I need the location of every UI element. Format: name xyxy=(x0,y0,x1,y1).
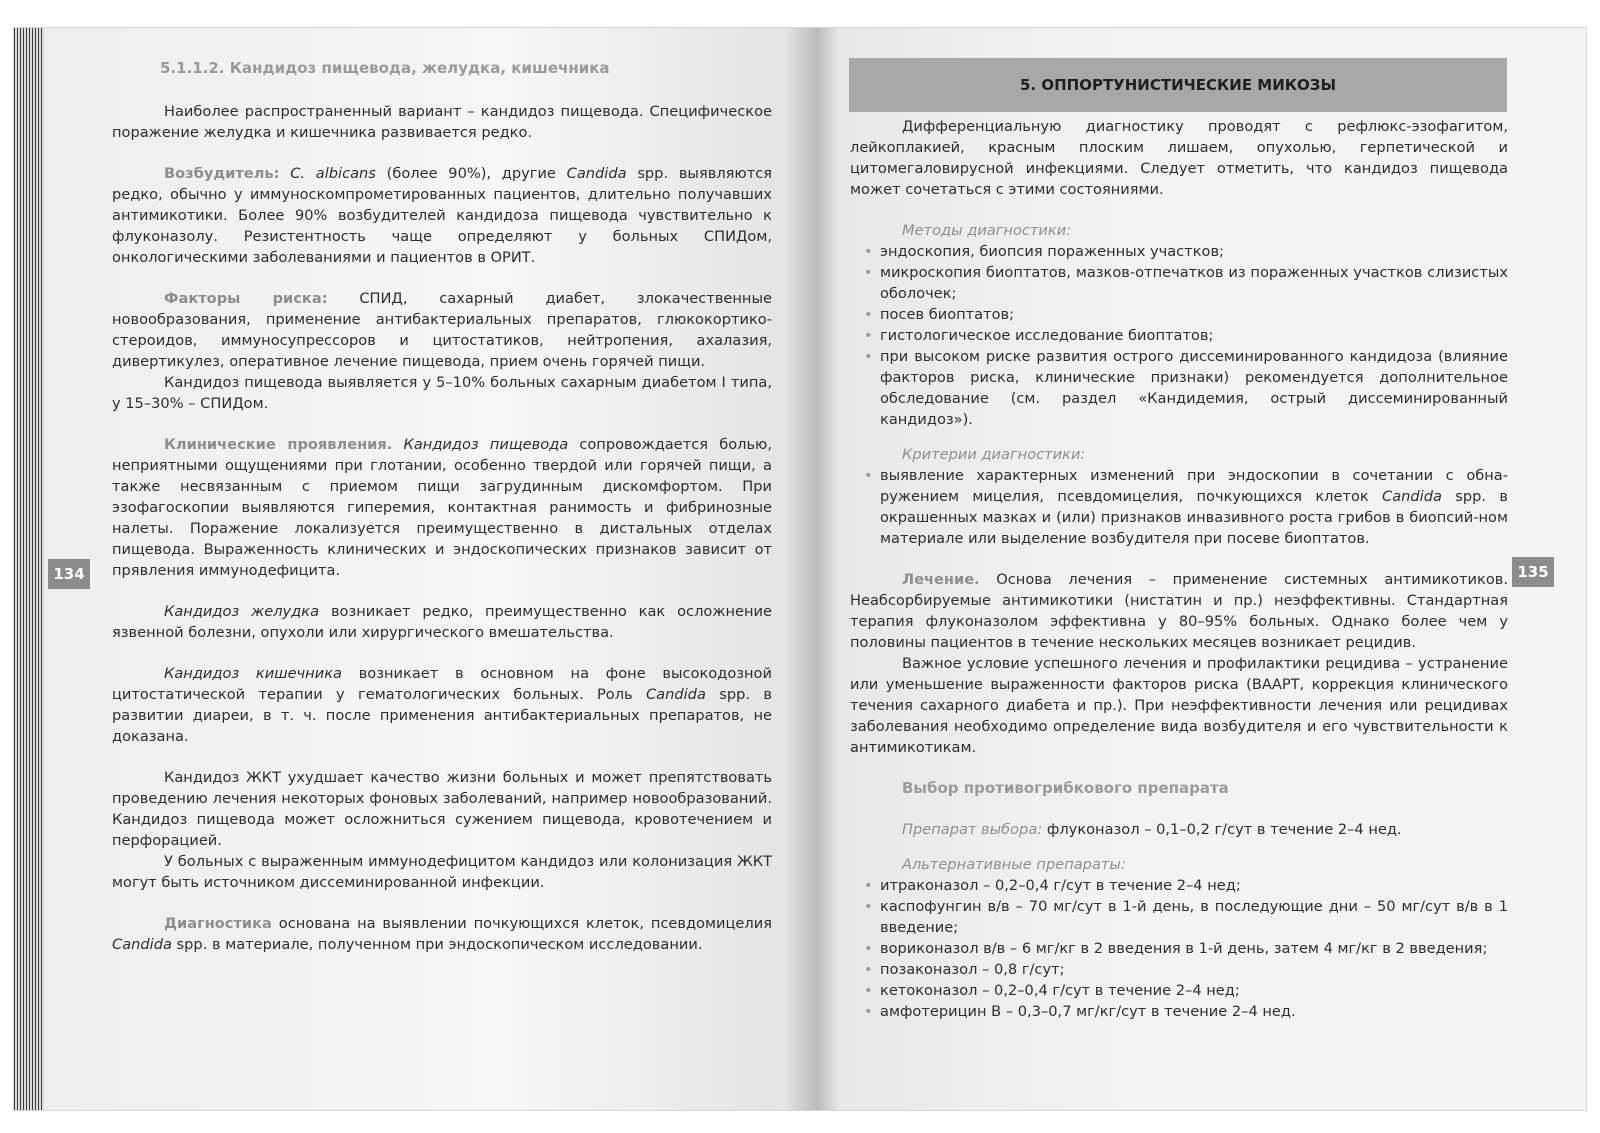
immunodeficit-paragraph: У больных с выраженным иммунодефицитом кандидоз или колонизация ЖКТ могут быть источником диссеминированной инфекции. xyxy=(112,853,772,891)
list-item: • кетоконазол – 0,2–0,4 г/сут в течение 2–4 нед; xyxy=(880,980,1508,1001)
pathogen-species: C. albicans xyxy=(290,165,376,182)
diagnosis-text1: основана на выявлении почкующихся клеток, псевдомицелия xyxy=(271,915,772,932)
list-item: • посев биоптатов; xyxy=(880,304,1508,325)
list-item: • микроскопия биоптатов, мазков-отпечатков из пораженных участков слизистых оболочек; xyxy=(880,262,1508,304)
right-column xyxy=(850,116,1508,1022)
diagnosis-paragraph xyxy=(112,913,772,955)
gi-quality-paragraph: Кандидоз ЖКТ ухудшает качество жизни больных и может препятствовать проведению лечения некоторых фоновых заболеваний, например новообразований. Кандидоз пищевода может осложниться сужением пищевода, кровотечением и перфорацией. xyxy=(112,769,772,849)
chapter-title: 5. ОППОРТУНИСТИЧЕСКИЕ МИКОЗЫ xyxy=(849,58,1507,112)
preferred-drug-text: флуконазол – 0,1–0,2 г/сут в течение 2–4 нед. xyxy=(1042,821,1402,838)
alternatives-list xyxy=(880,875,1508,1022)
stomach-text: возникает редко, преимущественно как осложнение язвенной болезни, опухоли или хирургического вмешательства. xyxy=(112,603,773,641)
page-edges xyxy=(14,28,44,1110)
treatment-text: Основа лечения – применение системных антимикотиков. Неабсорбируемые антимикотики (нистатин и пр.) неэффективны. Стандартная терапия флуконазолом эффективна у 80–95% больных. Однако более чем у половины пациентов в течение нескольких месяцев возникает рецидив. xyxy=(850,571,1508,651)
intestine-italic: Кандидоз кишечника xyxy=(164,665,342,682)
risk-factors-paragraph xyxy=(112,288,772,372)
stomach-italic: Кандидоз желудка xyxy=(164,603,320,620)
list-item: • амфотерицин В – 0,3–0,7 мг/кг/сут в течение 2–4 нед. xyxy=(880,1001,1508,1022)
list-item: • выявление характерных изменений при эндоскопии в сочетании с обна-ружением мицелия, псевдомицелия, почкующихся клеток Candida spp. в окрашенных мазках и (или) признаков инвазивного роста грибов в биопсий-ном материале или выделение возбудителя при посеве биоптатов. xyxy=(880,465,1508,549)
pathogen-paragraph xyxy=(112,163,772,268)
page-number-right: 135 xyxy=(1512,557,1554,587)
list-item: • позаконазол – 0,8 г/сут; xyxy=(880,959,1508,980)
list-item: • гистологическое исследование биоптатов; xyxy=(880,325,1508,346)
pathogen-text1: (более 90%), другие xyxy=(375,165,567,182)
list-item: • итраконазол – 0,2–0,4 г/сут в течение 2–4 нед; xyxy=(880,875,1508,896)
preferred-drug-paragraph xyxy=(850,819,1508,840)
clinical-label: Клинические проявления. xyxy=(164,436,393,453)
intestine-genus: Candida xyxy=(645,686,706,703)
diagnosis-genus: Candida xyxy=(112,936,172,953)
list-item: • эндоскопия, биопсия пораженных участков; xyxy=(880,241,1508,262)
list-item: • каспофунгин в/в – 70 мг/сут в 1-й день, в последующие дни – 50 мг/сут в/в в 1 введение; xyxy=(880,896,1508,938)
section-title: 5.1.1.2. Кандидоз пищевода, желудка, кишечника xyxy=(160,59,610,77)
pathogen-genus: Candida xyxy=(566,165,627,182)
diagnosis-text2: spp. в материале, полученном при эндоскопическом исследовании. xyxy=(171,936,703,953)
treatment-label: Лечение. xyxy=(902,571,980,588)
methods-list xyxy=(880,241,1508,430)
criteria-label: Критерии диагностики: xyxy=(902,446,1086,463)
risk-factors-text: СПИД, сахарный диабет, злокачественные новообразования, применение антибактериальных препаратов, глюкокортико-стероидов, иммуносупрессоров и цитостатиков, нейтропения, ахалазия, дивертикулез, оперативное лечение пищевода, прием очень горячей пищи. xyxy=(112,290,772,370)
intestine-text1: возникает в основном на фоне высокодозной цитостатической терапии у гематологических больных. Роль xyxy=(112,665,772,703)
drug-choice-title: Выбор противогрибкового препарата xyxy=(902,779,1229,797)
intro-paragraph: Наиболее распространенный вариант – кандидоз пищевода. Специфическое поражение желудка и кишечника развивается редко. xyxy=(112,103,772,141)
clinical-text: сопровождается болью, неприятными ощущениями при глотании, особенно твердой или горячей пищи, а также несвязанным с приемом пищи загрудинным дискомфортом. При эзофагоскопии выявляются гиперемия, контактная ранимость и фибринозные налеты. Поражение локализуется преимущественно в дистальных отделах пищевода. Выраженность клинических и эндоскопических признаков зависит от прявления иммунодефицита. xyxy=(112,436,772,579)
pathogen-label: Возбудитель: xyxy=(164,165,280,182)
intestine-text2: spp. в развитии диареи, в т. ч. после применения антибактериальных препаратов, не доказана. xyxy=(112,686,772,745)
prevention-paragraph: Важное условие успешного лечения и профилактики рецидива – устранение или уменьшение выраженности факторов риска (ВААРТ, коррекция клинического течения сахарного диабета и пр.). При неэффективности лечения или рецидивах заболевания необходимо определение вида возбудителя и его чувствительности к антимикотикам. xyxy=(850,655,1508,756)
treatment-paragraph xyxy=(850,569,1508,653)
page-number-left: 134 xyxy=(48,559,90,589)
methods-label: Методы диагностики: xyxy=(902,222,1072,239)
differential-paragraph: Дифференциальную диагностику проводят с рефлюкс-эзофагитом, лейкоплакией, красным плоским лишаем, опухолью, герпетической и цитомегаловирусной инфекциями. Следует отметить, что кандидоз пищевода может сочетаться с этими состояниями. xyxy=(850,118,1508,198)
risk-factors-label: Факторы риска: xyxy=(164,290,328,307)
diagnosis-label: Диагностика xyxy=(164,915,272,932)
left-column xyxy=(112,58,772,955)
prevalence-paragraph: Кандидоз пищевода выявляется у 5–10% больных сахарным диабетом I типа, у 15–30% – СПИДом. xyxy=(112,374,772,412)
pathogen-text2: spp. выявляются редко, обычно у иммуноскомпрометированных пациентов, длительно получавших антимикотики. Более 90% возбудителей кандидоза пищевода чувствительно к флуконазолу. Резистентность чаще определяют у больных СПИДом, онкологическими заболеваниями и пациентов в ОРИТ. xyxy=(112,165,773,266)
criteria-list xyxy=(880,465,1508,549)
clinical-paragraph xyxy=(112,434,772,581)
alternatives-label: Альтернативные препараты: xyxy=(902,856,1126,873)
stomach-paragraph xyxy=(112,601,772,643)
list-item: • при высоком риске развития острого диссеминированного кандидоза (влияние факторов риска, клинические признаки) рекомендуется дополнительное обследование (см. раздел «Кандидемия, острый диссеминированный кандидоз»). xyxy=(880,346,1508,430)
clinical-italic: Кандидоз пищевода xyxy=(392,436,569,453)
intestine-paragraph xyxy=(112,663,772,747)
preferred-drug-label: Препарат выбора: xyxy=(902,821,1043,838)
list-item: • вориконазол в/в – 6 мг/кг в 2 введения в 1-й день, затем 4 мг/кг в 2 введения; xyxy=(880,938,1508,959)
